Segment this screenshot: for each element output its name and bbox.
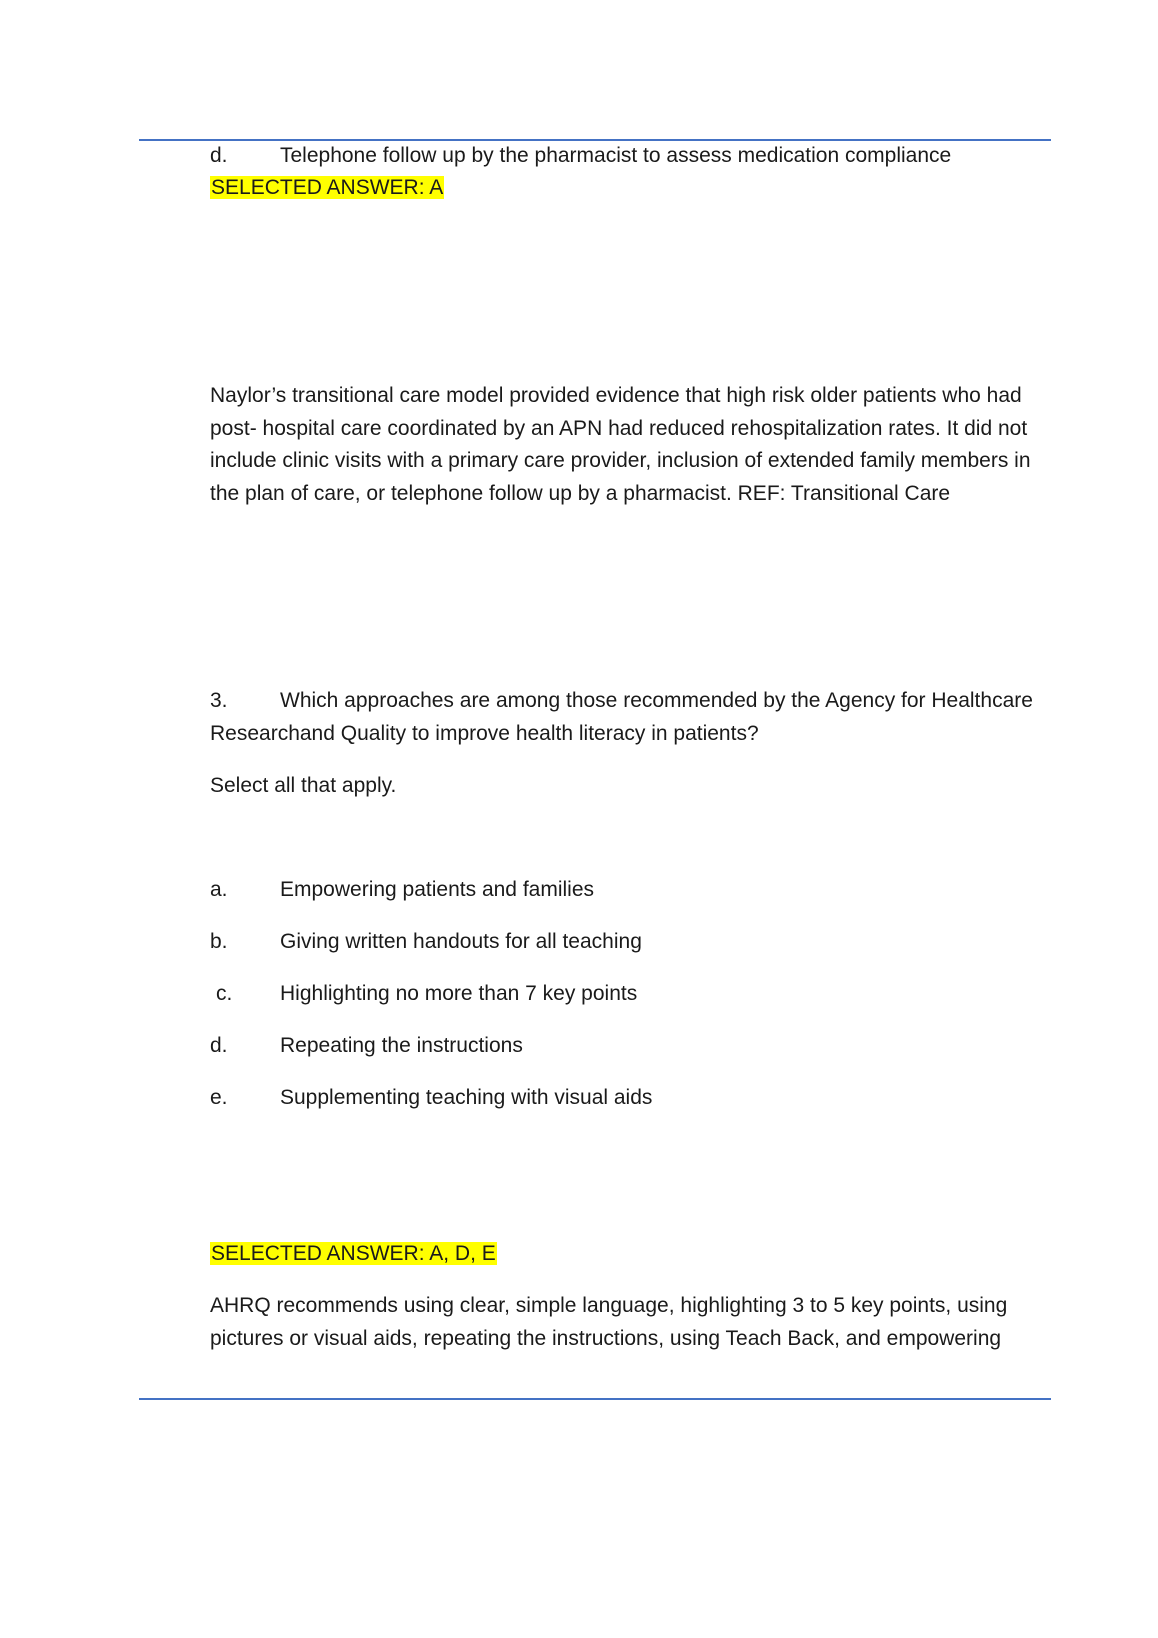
- option-label: e.: [210, 1086, 228, 1109]
- rationale-line: include clinic visits with a primary care provider, inclusion of extended family members in: [210, 449, 1031, 472]
- footer-rule: [139, 1398, 1051, 1400]
- option-text: Highlighting no more than 7 key points: [280, 982, 638, 1005]
- option-e: [210, 1082, 652, 1114]
- option-label: b.: [210, 930, 228, 953]
- rationale-line: AHRQ recommends using clear, simple language, highlighting 3 to 5 key points, using: [210, 1294, 1008, 1317]
- question-3-instruction: [210, 770, 396, 802]
- rationale-line: post- hospital care coordinated by an APN had reduced rehospitalization rates. It did not: [210, 416, 1028, 440]
- option-label: d.: [210, 1034, 228, 1057]
- question-text: Which approaches are among those recommended by the Agency for Healthcare: [280, 689, 1033, 712]
- option-label: c.: [216, 982, 233, 1005]
- option-c: [210, 978, 637, 1010]
- option-label: a.: [210, 878, 228, 901]
- question-text-continued: Researchand Quality to improve health literacy in patients?: [210, 722, 759, 745]
- option-d: [210, 1030, 523, 1062]
- rationale-ahrq: [210, 1290, 1055, 1355]
- selected-answer-3: [210, 1238, 497, 1270]
- option-d-previous: [210, 140, 951, 172]
- option-text: Empowering patients and families: [280, 878, 594, 901]
- rationale-line: pictures or visual aids, repeating the instructions, using Teach Back, and empowering: [210, 1326, 1002, 1350]
- rationale-line: the plan of care, or telephone follow up by a pharmacist. REF: Transitional Care: [210, 481, 951, 505]
- option-b: [210, 926, 642, 958]
- selected-answer-highlight: SELECTED ANSWER: A: [211, 176, 444, 199]
- question-number: 3.: [210, 689, 228, 712]
- option-text: Telephone follow up by the pharmacist to assess medication compliance: [280, 144, 952, 167]
- rationale-transitional-care: [210, 380, 1055, 510]
- option-label: d.: [210, 144, 228, 167]
- rationale-line: Naylor’s transitional care model provided evidence that high risk older patients who had: [210, 384, 1022, 407]
- selected-answer-highlight: SELECTED ANSWER: A, D, E: [211, 1242, 496, 1265]
- option-text: Giving written handouts for all teaching: [280, 930, 642, 953]
- option-text: Supplementing teaching with visual aids: [280, 1086, 653, 1109]
- question-3-line-1: [210, 685, 1033, 717]
- selected-answer-1: [210, 172, 444, 204]
- instruction-text: Select all that apply.: [210, 774, 397, 797]
- question-3-line-2: [210, 718, 759, 750]
- option-a: [210, 874, 594, 906]
- option-text: Repeating the instructions: [280, 1034, 523, 1057]
